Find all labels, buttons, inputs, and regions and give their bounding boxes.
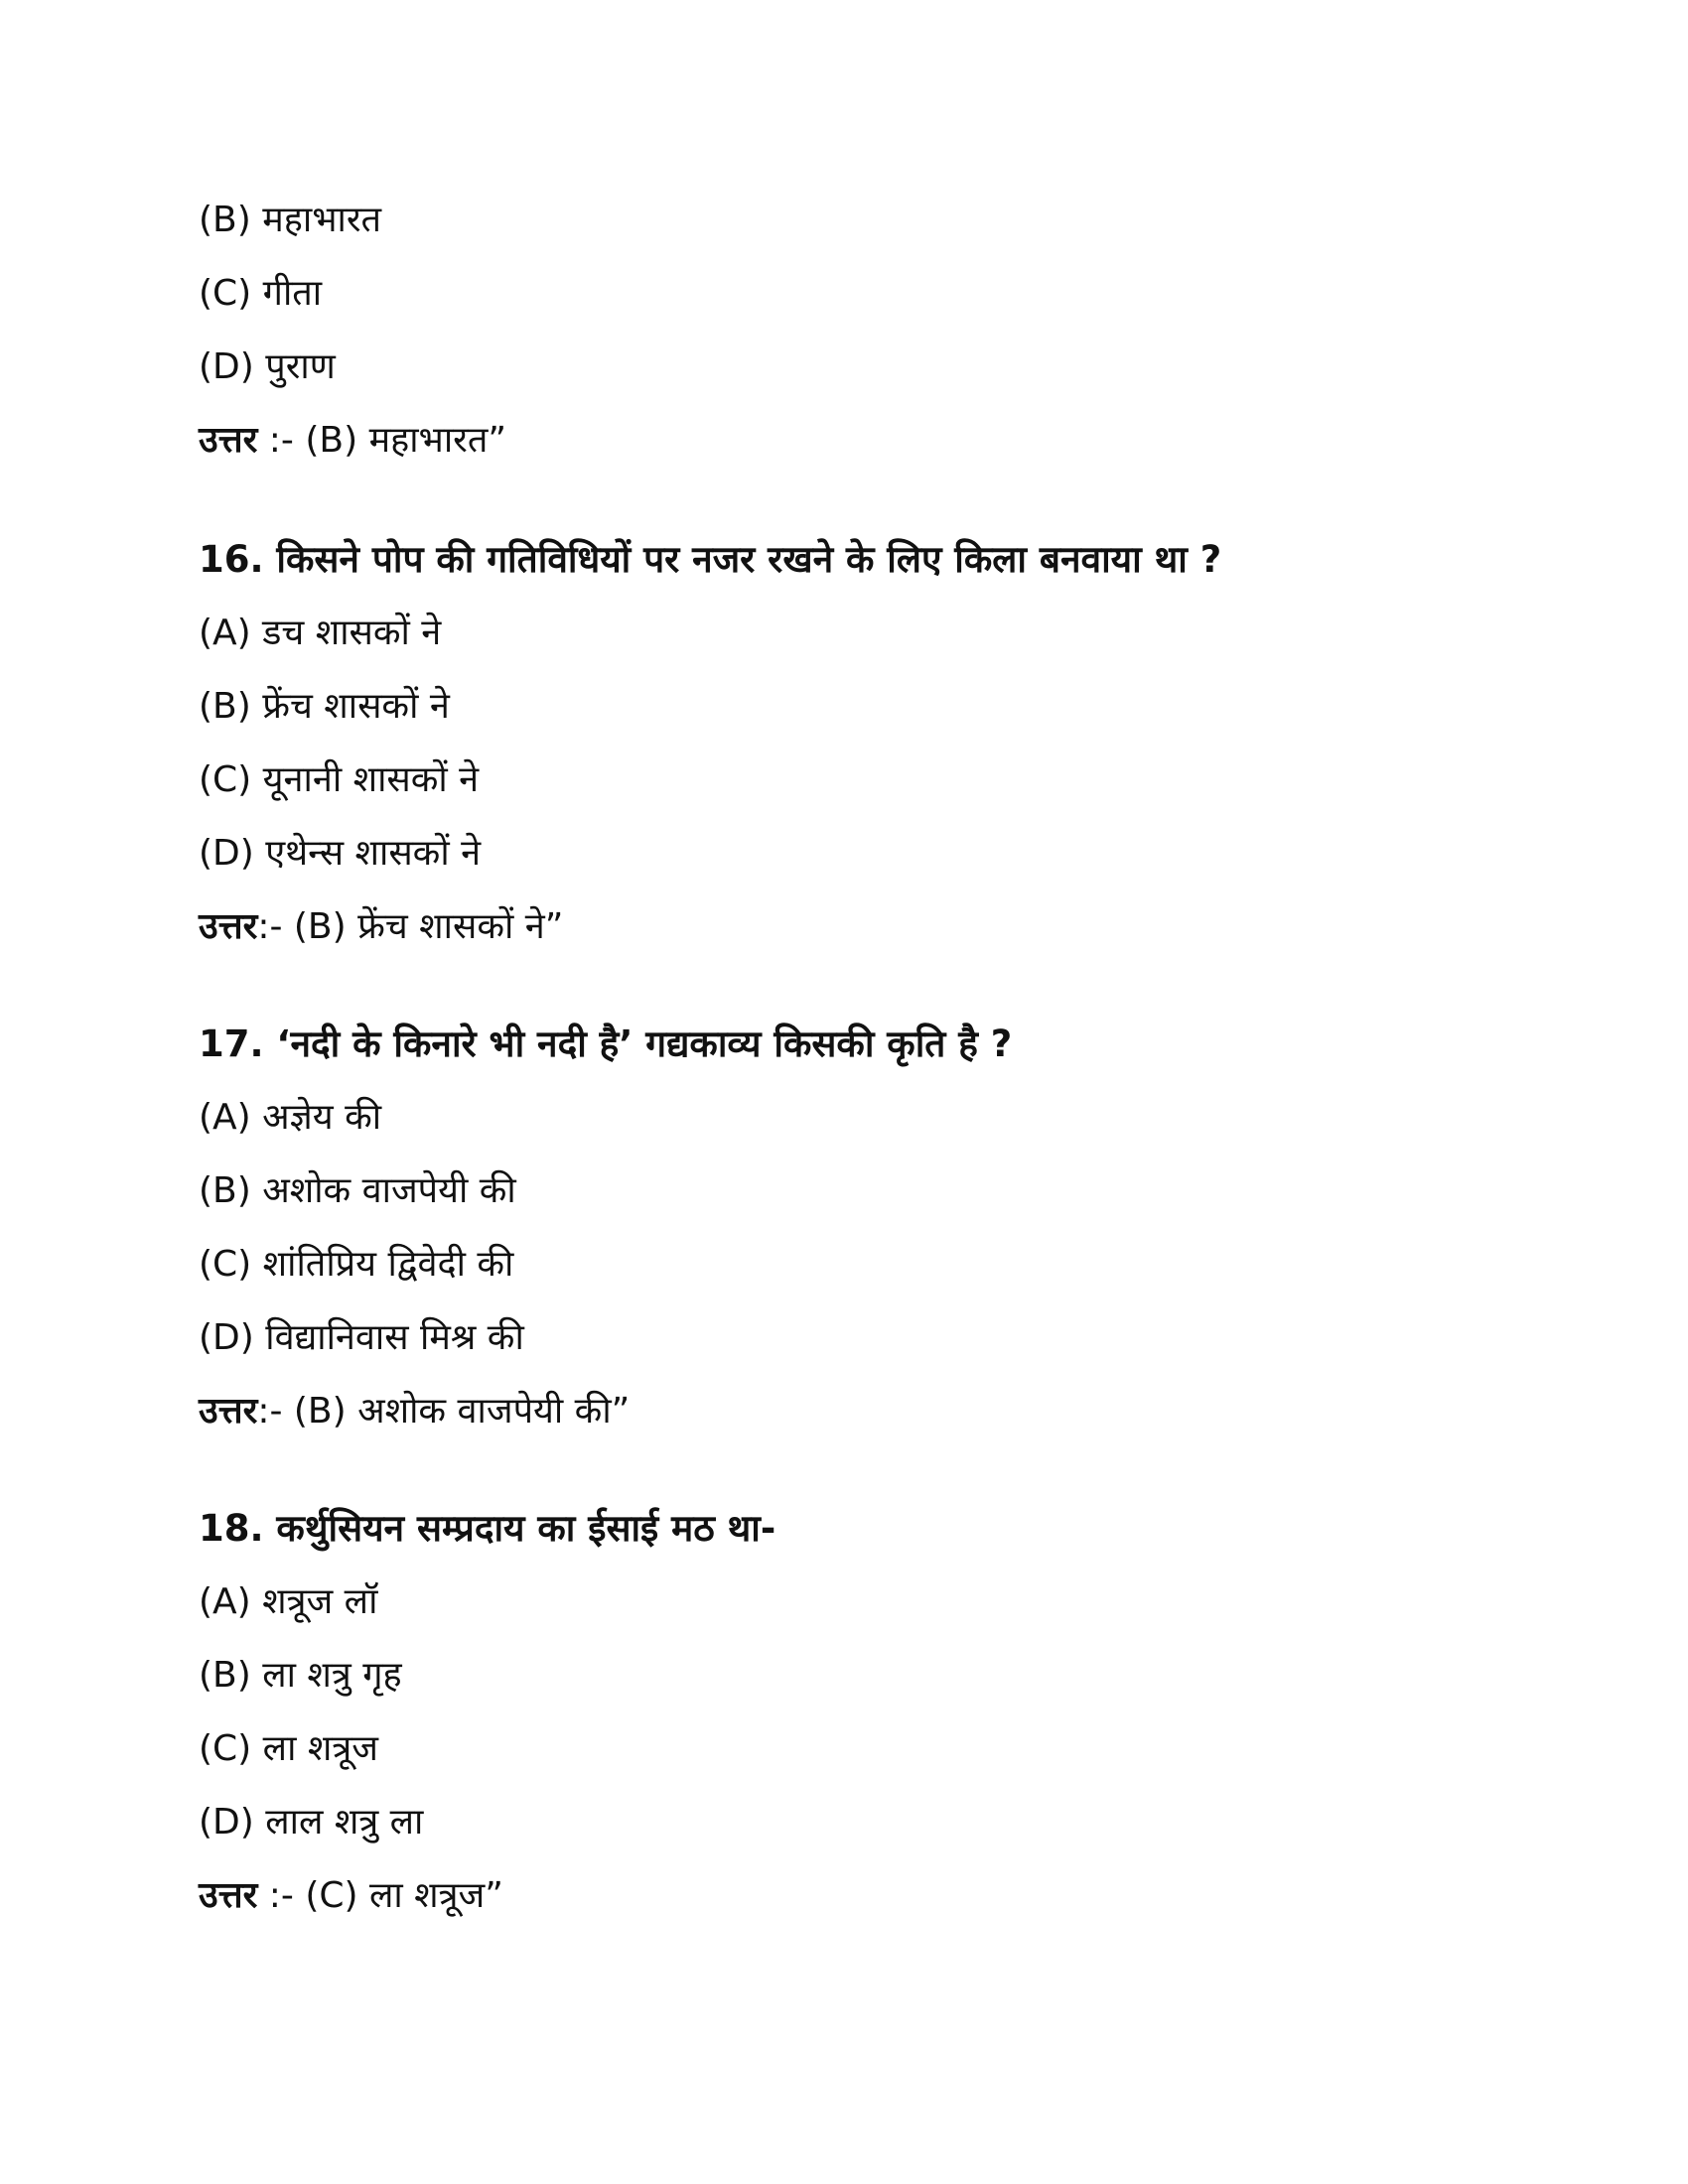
- q18-option-c: (C) ला शत्रूज: [199, 1728, 378, 1769]
- option-c-prev: (C) गीता: [199, 273, 323, 314]
- answer-label: उत्तर: [199, 906, 258, 947]
- answer-text: :- (B) अशोक वाजपेयी की”: [257, 1391, 631, 1432]
- q18-option-b: (B) ला शत्रु गृह: [199, 1655, 402, 1696]
- q17-option-b: (B) अशोक वाजपेयी की: [199, 1170, 516, 1211]
- q18-answer: [199, 1872, 503, 1920]
- question-17: 17. ‘नदी के किनारे भी नदी है’ गद्यकाव्य किसकी कृति है ?: [199, 1023, 1013, 1065]
- answer-text: :- (B) महाभारत”: [257, 420, 507, 461]
- question-16: 16. किसने पोप की गतिविधियों पर नजर रखने के लिए किला बनवाया था ?: [199, 538, 1222, 581]
- answer-label: उत्तर: [199, 1391, 258, 1432]
- option-d-prev: (D) पुराण: [199, 346, 336, 387]
- q17-option-a: (A) अज्ञेय की: [199, 1097, 382, 1138]
- answer-label: उत्तर: [199, 420, 258, 461]
- q16-option-b: (B) फ्रेंच शासकों ने: [199, 686, 450, 727]
- q17-answer: [199, 1388, 630, 1435]
- answer-text: :- (C) ला शत्रूज”: [257, 1875, 503, 1916]
- answer-label: उत्तर: [199, 1875, 258, 1916]
- q16-answer: [199, 903, 563, 951]
- q17-option-d: (D) विद्यानिवास मिश्र की: [199, 1317, 524, 1358]
- answer-text: :- (B) फ्रेंच शासकों ने”: [257, 906, 564, 947]
- q18-option-d: (D) लाल शत्रु ला: [199, 1802, 424, 1843]
- q16-option-d: (D) एथेन्स शासकों ने: [199, 833, 482, 874]
- question-18: 18. कर्थुसियन सम्प्रदाय का ईसाई मठ था-: [199, 1507, 776, 1550]
- q17-option-c: (C) शांतिप्रिय द्विवेदी की: [199, 1244, 514, 1285]
- option-b-prev: (B) महाभारत: [199, 200, 382, 240]
- q18-option-a: (A) शत्रूज लॉ: [199, 1581, 378, 1622]
- q16-option-c: (C) यूनानी शासकों ने: [199, 759, 480, 800]
- q16-option-a: (A) डच शासकों ने: [199, 613, 442, 653]
- answer-prev: [199, 417, 506, 465]
